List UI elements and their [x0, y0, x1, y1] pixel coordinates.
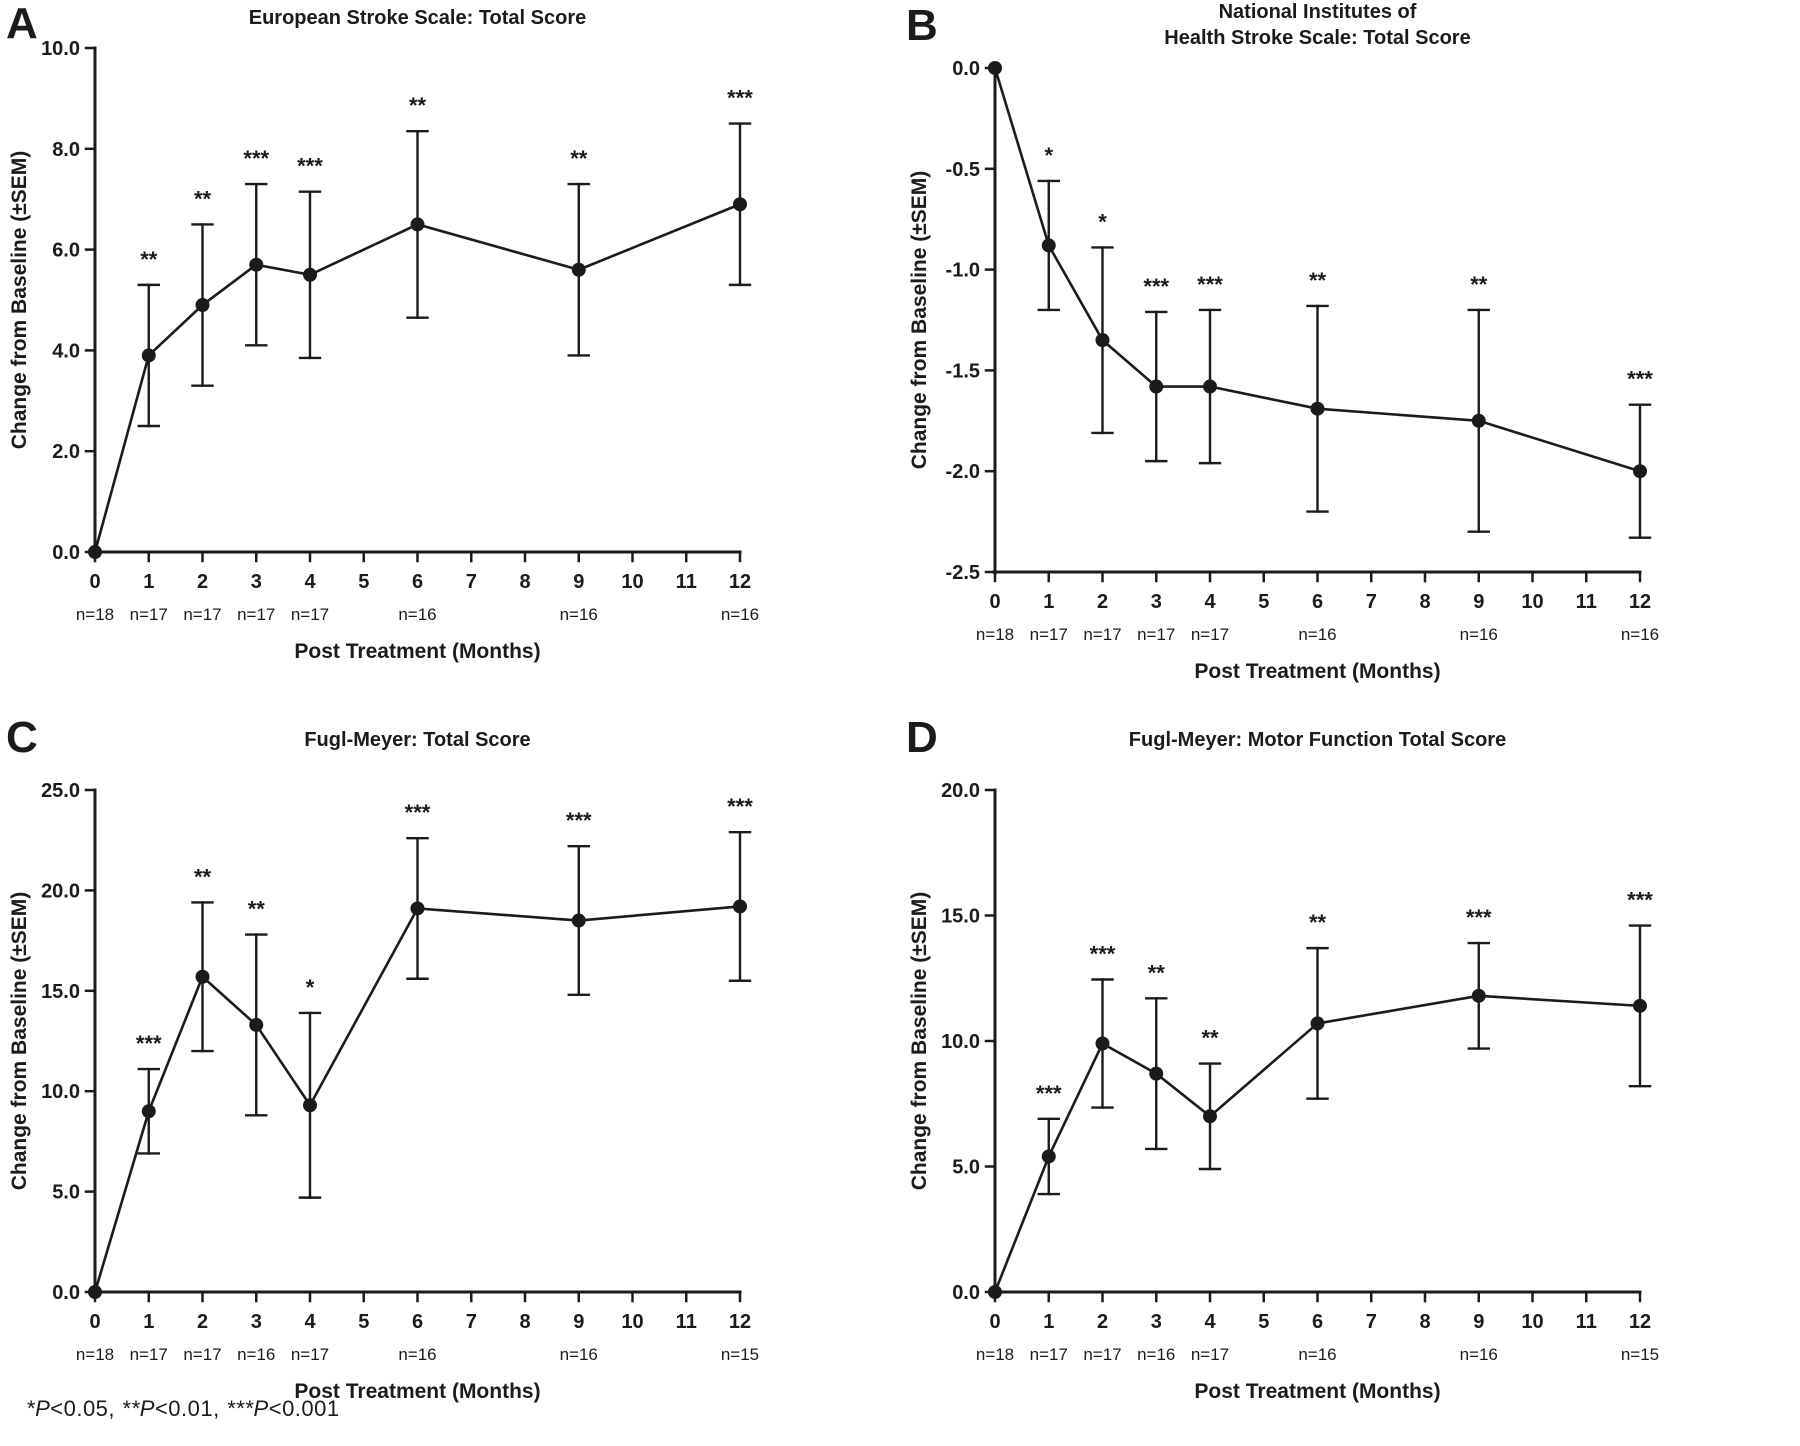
data-point [572, 914, 586, 928]
y-tick-label: -2.0 [945, 461, 980, 484]
n-label: n=17 [1029, 1345, 1068, 1364]
n-label: n=16 [1298, 1345, 1337, 1364]
chart-svg-b [900, 0, 1800, 700]
x-tick-label: 6 [411, 1311, 424, 1333]
x-tick-label: 5 [358, 571, 370, 593]
panel-letter: D [906, 713, 938, 762]
significance-stars: ** [570, 146, 588, 172]
x-tick-label: 3 [1150, 1311, 1162, 1333]
x-tick-label: 1 [1043, 1311, 1055, 1333]
x-tick-label: 11 [1575, 591, 1597, 613]
chart-d-fugl-meyer-motor [900, 700, 1800, 1446]
y-tick-label: 2.0 [52, 441, 80, 464]
x-tick-label: 12 [728, 1311, 752, 1333]
significance-stars: ** [193, 864, 212, 890]
n-label: n=15 [1620, 1345, 1660, 1364]
significance-stars: ** [247, 896, 265, 922]
x-tick-label: 0 [89, 571, 101, 593]
x-tick-label: 9 [1473, 591, 1485, 613]
chart-title-line: Fugl-Meyer: Motor Function Total Score [1128, 729, 1507, 751]
panel-letter: B [906, 1, 938, 50]
y-tick-label: 15.0 [941, 905, 980, 928]
x-tick-label: 7 [1365, 591, 1377, 613]
y-tick-label: 15.0 [41, 980, 80, 1003]
n-label: n=17 [1190, 625, 1230, 644]
panel-a [0, 0, 900, 700]
x-tick-label: 5 [1258, 1311, 1270, 1333]
significance-stars: ** [408, 93, 427, 119]
x-tick-label: 11 [675, 571, 697, 593]
x-tick-label: 0 [89, 1311, 101, 1333]
footnote-segment: <0.001 [268, 1396, 340, 1421]
data-point [572, 263, 586, 277]
x-axis-label: Post Treatment (Months) [294, 640, 541, 663]
footnote-segment: P [139, 1396, 155, 1421]
significance-stars: *** [404, 800, 431, 826]
x-tick-label: 1 [143, 1311, 155, 1333]
significance-stars: *** [1627, 366, 1653, 392]
y-tick-label: 6.0 [52, 239, 80, 262]
x-tick-label: 6 [1311, 1311, 1324, 1333]
n-label: n=17 [129, 605, 168, 624]
n-label: n=17 [237, 605, 276, 624]
chart-title-line: Fugl-Meyer: Total Score [304, 729, 531, 751]
data-point [1042, 1149, 1056, 1163]
y-tick-label: 5.0 [52, 1181, 80, 1204]
significance-stars: *** [135, 1031, 162, 1057]
n-label: n=17 [290, 1345, 330, 1364]
significance-stars: *** [1197, 271, 1223, 297]
data-point [1096, 1037, 1110, 1051]
x-tick-label: 7 [1365, 1311, 1377, 1333]
y-tick-label: -1.5 [945, 360, 980, 383]
x-tick-label: 12 [728, 571, 752, 593]
data-point [196, 298, 210, 312]
data-point [1472, 989, 1486, 1003]
x-tick-label: 3 [250, 571, 262, 593]
significance-stars: ** [1201, 1025, 1219, 1051]
y-tick-label: 0.0 [52, 1282, 80, 1304]
x-tick-label: 4 [304, 1311, 316, 1333]
x-tick-label: 12 [1628, 591, 1652, 613]
significance-stars: *** [297, 153, 323, 179]
data-point [411, 217, 425, 231]
x-axis-label: Post Treatment (Months) [1194, 1380, 1441, 1403]
n-label: n=18 [975, 1345, 1015, 1364]
n-label: n=16 [1298, 625, 1337, 644]
significance-stars: ** [193, 186, 212, 212]
n-label: n=16 [1137, 1345, 1176, 1364]
n-label: n=16 [398, 1345, 437, 1364]
data-point [988, 61, 1002, 75]
x-tick-label: 10 [621, 1311, 644, 1333]
footnote-segment: * [26, 1396, 36, 1421]
data-point [1042, 238, 1056, 252]
x-tick-label: 7 [465, 1311, 477, 1333]
x-axis-label: Post Treatment (Months) [294, 1380, 541, 1403]
n-label: n=16 [1620, 625, 1660, 644]
x-tick-label: 11 [675, 1311, 697, 1333]
chart-b-nih-stroke-scale [900, 0, 1800, 700]
n-label: n=15 [720, 1345, 760, 1364]
x-tick-label: 9 [573, 1311, 585, 1333]
x-tick-label: 8 [1419, 591, 1431, 613]
x-tick-label: 10 [1521, 591, 1544, 613]
data-point [411, 901, 425, 915]
chart-a-european-stroke-scale [0, 0, 900, 700]
significance-stars: ** [1147, 960, 1165, 986]
significance-footnote [26, 1396, 340, 1422]
data-point [249, 1018, 263, 1032]
x-tick-label: 9 [1473, 1311, 1485, 1333]
y-tick-label: 20.0 [41, 880, 80, 903]
x-tick-label: 11 [1575, 1311, 1597, 1333]
data-point [1203, 380, 1217, 394]
significance-stars: ** [1470, 271, 1488, 297]
n-label: n=17 [183, 1345, 222, 1364]
x-tick-label: 1 [1043, 591, 1055, 613]
data-point [733, 899, 747, 913]
significance-stars: *** [1089, 941, 1116, 967]
x-tick-label: 8 [1419, 1311, 1431, 1333]
footnote-segment: ** [121, 1396, 140, 1421]
significance-stars: *** [1627, 887, 1653, 913]
x-tick-label: 9 [573, 571, 585, 593]
n-label: n=17 [183, 605, 222, 624]
n-label: n=16 [720, 605, 760, 624]
x-tick-label: 2 [1096, 591, 1109, 613]
n-label: n=18 [75, 605, 115, 624]
y-tick-label: 10.0 [41, 1081, 80, 1104]
x-tick-label: 4 [1204, 591, 1216, 613]
n-label: n=18 [975, 625, 1015, 644]
x-tick-label: 10 [1521, 1311, 1544, 1333]
significance-stars: *** [1035, 1080, 1062, 1106]
data-point [142, 1104, 156, 1118]
data-point [249, 258, 263, 272]
n-label: n=16 [1459, 1345, 1498, 1364]
x-tick-label: 0 [989, 1311, 1001, 1333]
data-point [1633, 999, 1647, 1013]
x-tick-label: 3 [250, 1311, 262, 1333]
y-tick-label: 0.0 [952, 58, 980, 80]
data-point [88, 545, 102, 559]
y-tick-label: -1.0 [945, 259, 980, 282]
footnote-segment: P [35, 1396, 51, 1421]
panel-letter: A [6, 0, 38, 48]
x-tick-label: 12 [1628, 1311, 1652, 1333]
n-label: n=16 [237, 1345, 276, 1364]
x-axis-label: Post Treatment (Months) [1194, 660, 1441, 683]
x-tick-label: 5 [358, 1311, 370, 1333]
significance-stars: ** [140, 246, 158, 272]
y-tick-label: 8.0 [52, 138, 80, 161]
significance-stars: *** [1143, 273, 1170, 299]
x-tick-label: 2 [1096, 1311, 1109, 1333]
chart-svg-a [0, 0, 900, 700]
x-tick-label: 2 [196, 571, 209, 593]
x-tick-label: 0 [989, 591, 1001, 613]
n-label: n=17 [1083, 1345, 1122, 1364]
data-point [196, 970, 210, 984]
data-point [733, 197, 747, 211]
y-tick-label: 0.0 [52, 542, 80, 564]
data-point [1633, 464, 1647, 478]
footnote-segment: *** [226, 1396, 254, 1421]
x-tick-label: 8 [519, 571, 531, 593]
y-tick-label: 4.0 [52, 340, 80, 363]
significance-stars: *** [727, 85, 753, 111]
panel-b [900, 0, 1800, 700]
data-point [1472, 414, 1486, 428]
data-point [303, 1098, 317, 1112]
significance-stars: *** [243, 146, 270, 172]
data-point [303, 268, 317, 282]
chart-title-line: National Institutes of [1218, 1, 1417, 23]
n-label: n=17 [290, 605, 330, 624]
x-tick-label: 3 [1150, 591, 1162, 613]
x-tick-label: 4 [1204, 1311, 1216, 1333]
y-tick-label: 25.0 [41, 780, 80, 802]
chart-svg-d [900, 700, 1800, 1446]
x-tick-label: 8 [519, 1311, 531, 1333]
x-tick-label: 10 [621, 571, 644, 593]
x-tick-label: 6 [1311, 591, 1324, 613]
data-point [1149, 380, 1163, 394]
significance-stars: * [305, 974, 315, 1000]
y-axis-label: Change from Baseline (±SEM) [8, 891, 31, 1191]
n-label: n=17 [1083, 625, 1122, 644]
x-tick-label: 7 [465, 571, 477, 593]
data-point [1311, 402, 1325, 416]
data-point [1096, 333, 1110, 347]
n-label: n=17 [1137, 625, 1176, 644]
n-label: n=16 [559, 1345, 598, 1364]
y-tick-label: 20.0 [941, 780, 980, 802]
panel-c [0, 700, 900, 1446]
n-label: n=18 [75, 1345, 115, 1364]
panel-d [900, 700, 1800, 1446]
significance-stars: *** [727, 794, 753, 820]
data-point [1149, 1067, 1163, 1081]
significance-stars: * [1098, 209, 1107, 235]
y-tick-label: 0.0 [952, 1282, 980, 1304]
data-point [988, 1285, 1002, 1299]
significance-stars: *** [1465, 905, 1492, 931]
y-tick-label: 10.0 [41, 38, 80, 60]
significance-stars: *** [565, 808, 592, 834]
n-label: n=17 [129, 1345, 168, 1364]
footnote-segment: <0.01, [154, 1396, 227, 1421]
chart-c-fugl-meyer-total [0, 700, 900, 1446]
n-label: n=17 [1190, 1345, 1230, 1364]
footnote-segment: P [253, 1396, 269, 1421]
chart-title-line: Health Stroke Scale: Total Score [1164, 27, 1471, 49]
x-tick-label: 1 [143, 571, 155, 593]
n-label: n=16 [559, 605, 598, 624]
n-label: n=17 [1029, 625, 1068, 644]
panel-letter: C [6, 713, 38, 762]
y-tick-label: 10.0 [941, 1031, 980, 1053]
x-tick-label: 4 [304, 571, 316, 593]
y-axis-label: Change from Baseline (±SEM) [8, 150, 31, 450]
data-point [142, 348, 156, 362]
y-tick-label: -2.5 [945, 562, 980, 584]
data-point [88, 1285, 102, 1299]
chart-svg-c [0, 700, 900, 1446]
n-label: n=16 [1459, 625, 1498, 644]
x-tick-label: 5 [1258, 591, 1270, 613]
data-point [1311, 1016, 1325, 1030]
x-tick-label: 6 [411, 571, 424, 593]
y-axis-label: Change from Baseline (±SEM) [908, 170, 931, 470]
significance-stars: * [1044, 142, 1054, 168]
data-point [1203, 1109, 1217, 1123]
footnote-segment: <0.05, [50, 1396, 122, 1421]
y-axis-label: Change from Baseline (±SEM) [908, 891, 931, 1191]
y-tick-label: -0.5 [945, 158, 980, 181]
significance-stars: ** [1308, 267, 1327, 293]
y-tick-label: 5.0 [952, 1156, 980, 1179]
significance-stars: ** [1308, 910, 1327, 936]
n-label: n=16 [398, 605, 437, 624]
chart-title-line: European Stroke Scale: Total Score [248, 7, 587, 29]
x-tick-label: 2 [196, 1311, 209, 1333]
